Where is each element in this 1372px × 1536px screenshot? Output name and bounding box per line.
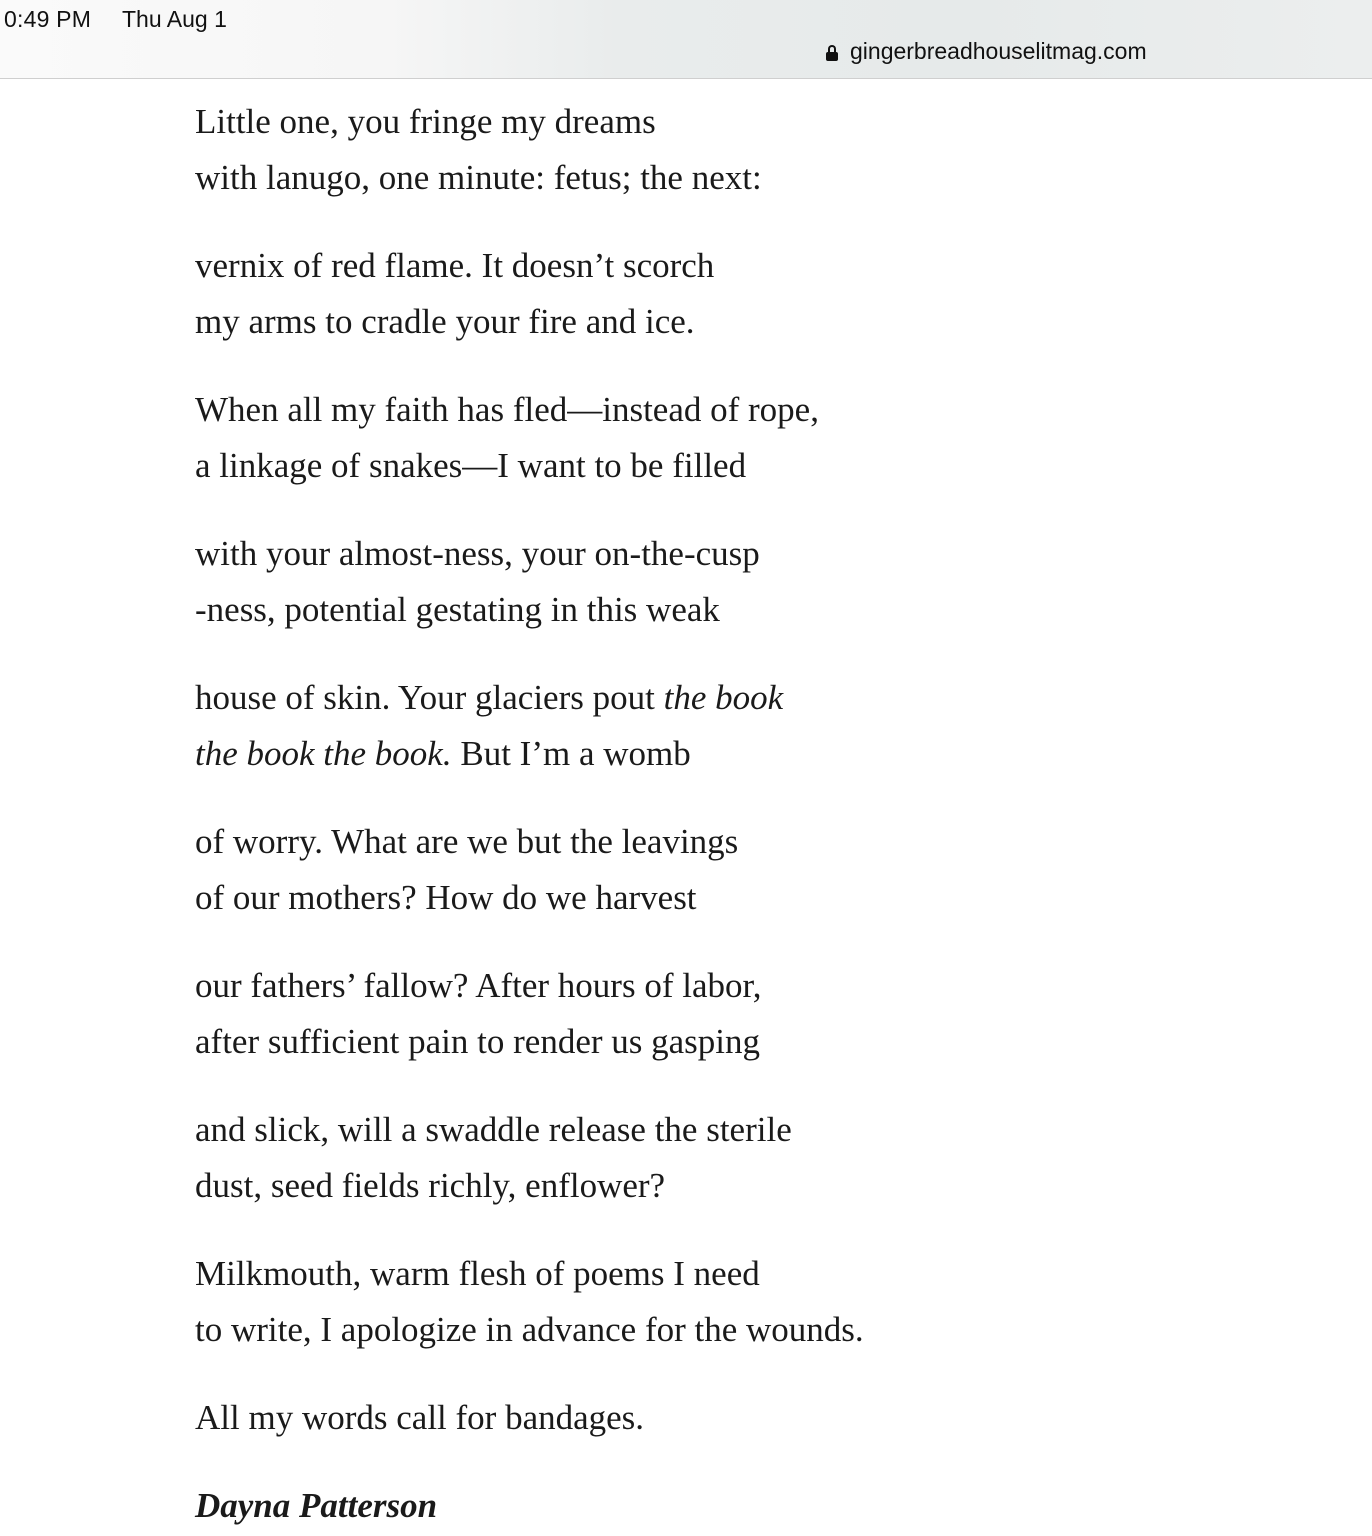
stanza-7 xyxy=(195,958,1195,1070)
poem-italic-text: the book the book. xyxy=(195,734,452,773)
poem-line xyxy=(195,670,1195,726)
poem-line: after sufficient pain to render us gasping xyxy=(195,1022,761,1061)
poem-line: Little one, you fringe my dreams xyxy=(195,102,656,141)
stanza-5 xyxy=(195,670,1195,782)
poem-line: -ness, potential gestating in this weak xyxy=(195,590,720,629)
address-bar[interactable] xyxy=(826,38,1147,65)
stanza-3 xyxy=(195,382,1195,494)
poem-text: But I’m a womb xyxy=(451,734,691,773)
poem-body xyxy=(195,94,1195,1534)
stanza-10 xyxy=(195,1390,1195,1446)
stanza-2 xyxy=(195,238,1195,350)
stanza-9 xyxy=(195,1246,1195,1358)
stanza-6 xyxy=(195,814,1195,926)
poem-line: with lanugo, one minute: fetus; the next: xyxy=(195,158,762,197)
poem-line: vernix of red flame. It doesn’t scorch xyxy=(195,246,715,285)
poem-line: and slick, will a swaddle release the sterile xyxy=(195,1110,792,1149)
stanza-8 xyxy=(195,1102,1195,1214)
poem-line: All my words call for bandages. xyxy=(195,1398,645,1437)
poem-line: my arms to cradle your fire and ice. xyxy=(195,302,695,341)
poem-line: a linkage of snakes—I want to be filled xyxy=(195,446,747,485)
lock-icon xyxy=(826,45,838,61)
poem-line: Milkmouth, warm flesh of poems I need xyxy=(195,1254,760,1293)
url-text[interactable]: gingerbreadhouselitmag.com xyxy=(850,38,1147,64)
poem-line: our fathers’ fallow? After hours of labor, xyxy=(195,966,762,1005)
poem-line: of worry. What are we but the leavings xyxy=(195,822,739,861)
stanza-1 xyxy=(195,94,1195,206)
poem-line: dust, seed fields richly, enflower? xyxy=(195,1166,666,1205)
status-date: Thu Aug 1 xyxy=(122,6,227,32)
poem-text: house of skin. Your glaciers pout xyxy=(195,678,664,717)
poem-line: When all my faith has fled—instead of rope, xyxy=(195,390,819,429)
status-time: 0:49 PM xyxy=(4,6,92,32)
browser-top-bar xyxy=(0,0,1372,79)
stanza-4 xyxy=(195,526,1195,638)
poem-line xyxy=(195,726,1195,782)
poem-line: with your almost-ness, your on-the-cusp xyxy=(195,534,760,573)
poem-line: to write, I apologize in advance for the wounds. xyxy=(195,1310,864,1349)
poem-author: Dayna Patterson xyxy=(195,1486,438,1525)
poem-line: of our mothers? How do we harvest xyxy=(195,878,697,917)
poem-italic-text: the book xyxy=(663,678,784,717)
